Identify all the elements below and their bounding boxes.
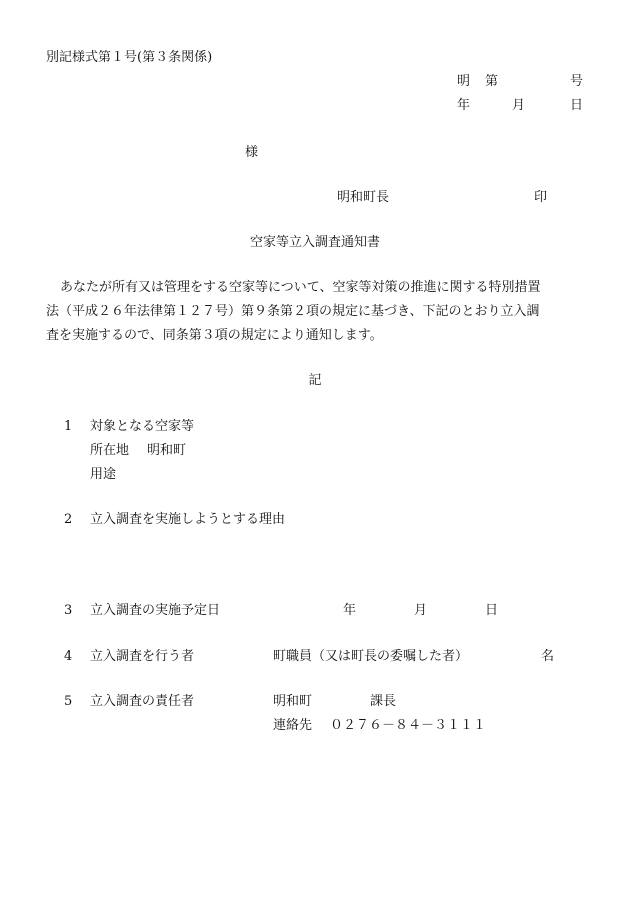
- item-3-number: 3: [64, 603, 73, 618]
- item-1-label: 対象となる空家等: [90, 419, 195, 434]
- seal-mark: 印: [534, 190, 548, 205]
- date-day: 日: [570, 98, 584, 113]
- item-4-value: 町職員（又は町長の委嘱した者）: [273, 649, 469, 664]
- item-5-number: 5: [64, 694, 73, 709]
- addressee-suffix: 様: [245, 145, 259, 160]
- date-month: 月: [512, 98, 526, 113]
- issuer-name: 明和町長: [337, 190, 390, 205]
- use-label: 用途: [90, 467, 117, 482]
- body-line-1: あなたが所有又は管理をする空家等について、空家等対策の推進に関する特別措置: [60, 280, 541, 295]
- location-label: 所在地: [90, 443, 130, 458]
- ki-heading: 記: [308, 373, 322, 388]
- item-3-year: 年: [343, 603, 357, 618]
- item-3-label: 立入調査の実施予定日: [90, 603, 221, 618]
- body-line-3: 査を実施するので、同条第３項の規定により通知します。: [46, 328, 383, 343]
- document-title: 空家等立入調査通知書: [249, 235, 380, 250]
- body-line-2: 法（平成２６年法律第１２７号）第９条第２項の規定に基づき、下記のとおり立入調: [46, 304, 540, 319]
- item-2-number: 2: [64, 512, 73, 527]
- item-2-label: 立入調査を実施しようとする理由: [90, 512, 286, 527]
- location-value: 明和町: [147, 443, 187, 458]
- number-prefix: 明: [457, 74, 471, 89]
- item-1-number: 1: [64, 419, 73, 434]
- number-suffix: 号: [570, 74, 584, 89]
- item-5-label: 立入調査の責任者: [90, 694, 195, 709]
- contact-phone: ０２７６－８４－３１１１: [330, 718, 487, 733]
- item-4-label: 立入調査を行う者: [90, 649, 195, 664]
- number-mid: 第: [485, 74, 499, 89]
- item-4-count-suffix: 名: [541, 649, 555, 664]
- date-year: 年: [457, 98, 471, 113]
- item-3-day: 日: [485, 603, 499, 618]
- contact-label: 連絡先: [273, 718, 313, 733]
- item-3-month: 月: [414, 603, 428, 618]
- item-5-org: 明和町: [273, 694, 313, 709]
- form-label: 別記様式第１号(第３条関係): [46, 50, 213, 65]
- item-5-title-suffix: 課長: [370, 694, 397, 709]
- item-4-number: 4: [64, 649, 73, 664]
